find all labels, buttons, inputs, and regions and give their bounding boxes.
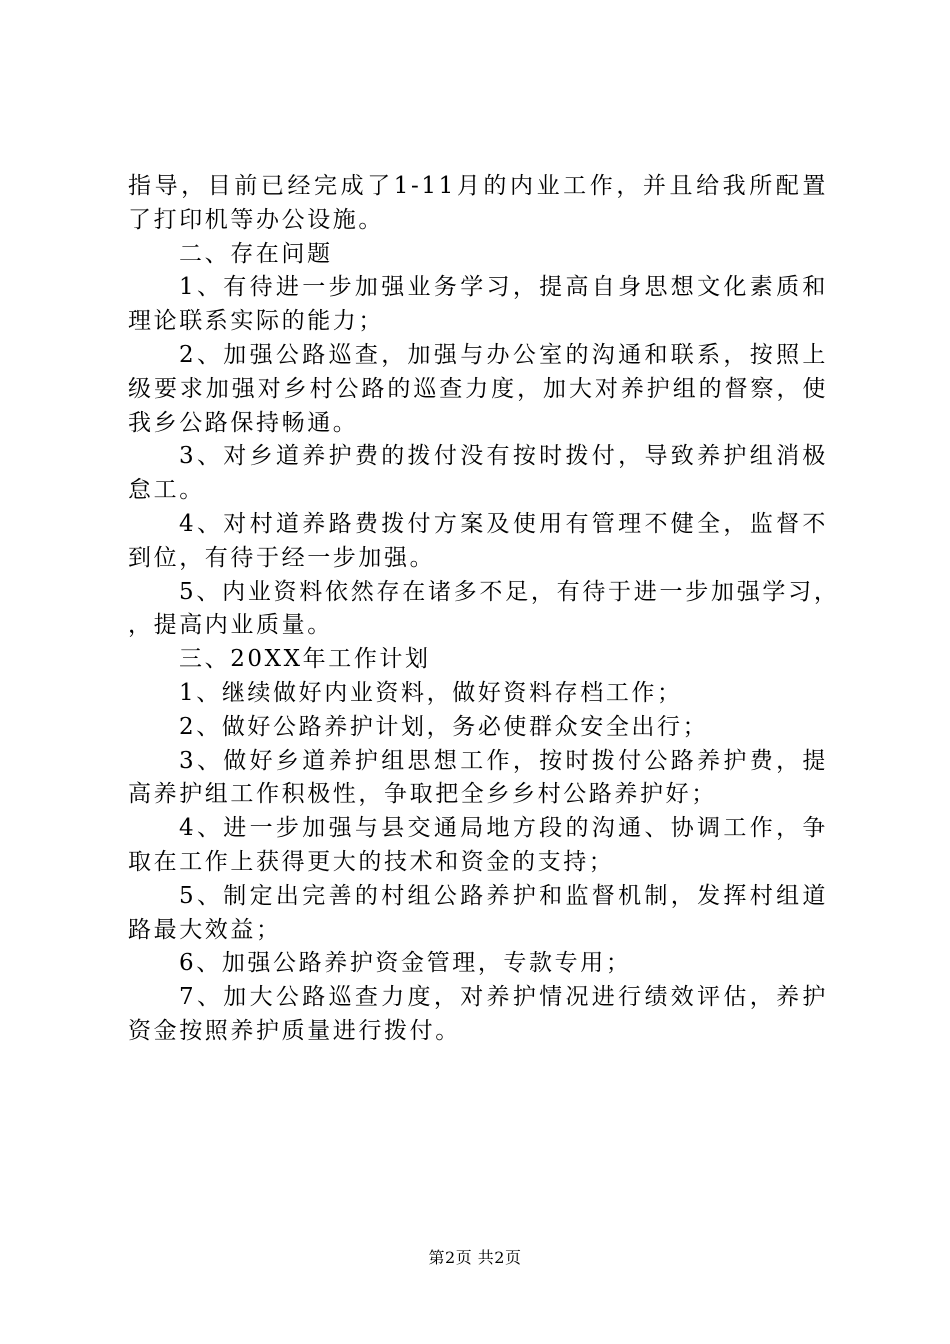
- problem-item-4: 4、对村道养路费拨付方案及使用有管理不健全，监督不到位，有待于经一步加强。: [128, 510, 828, 571]
- problem-item-3: 3、对乡道养护费的拨付没有按时拨付，导致养护组消极怠工。: [128, 443, 828, 504]
- plan-item-7: 7、加大公路巡查力度，对养护情况进行绩效评估，养护资金按照养护质量进行拨付。: [128, 984, 828, 1044]
- section-heading-plan: 三、20XX年工作计划: [179, 646, 431, 673]
- plan-item-4: 4、进一步加强与县交通局地方段的沟通、协调工作，争取在工作上获得更大的技术和资金的支持；: [128, 815, 828, 875]
- plan-item-3: 3、做好乡道养护组思想工作，按时拨付公路养护费，提高养护组工作积极性，争取把全乡乡村公路养护好；: [128, 747, 828, 808]
- page-number-label: 第2页 共2页: [428, 1248, 522, 1267]
- page-footer: [0, 1245, 950, 1268]
- plan-item-1: 1、继续做好内业资料，做好资料存档工作；: [179, 679, 683, 706]
- document-body: [128, 170, 828, 1049]
- problem-item-2: 2、加强公路巡查，加强与办公室的沟通和联系，按照上级要求加强对乡村公路的巡查力度，加大对养护组的督察，使我乡公路保持畅通。: [128, 341, 828, 436]
- problem-item-5: 5、内业资料依然存在诸多不足，有待于进一步加强学习，，提高内业质量。: [128, 578, 828, 639]
- plan-item-5: 5、制定出完善的村组公路养护和监督机制，发挥村组道路最大效益；: [128, 882, 828, 943]
- section-heading-problems: 二、存在问题: [179, 240, 333, 267]
- paragraph-continuation: 指导，目前已经完成了1-11月的内业工作，并且给我所配置了打印机等办公设施。: [128, 173, 828, 233]
- plan-item-2: 2、做好公路养护计划，务必使群众安全出行；: [179, 713, 709, 740]
- problem-item-1: 1、有待进一步加强业务学习，提高自身思想文化素质和理论联系实际的能力；: [128, 274, 828, 335]
- plan-item-6: 6、加强公路养护资金管理，专款专用；: [179, 950, 632, 977]
